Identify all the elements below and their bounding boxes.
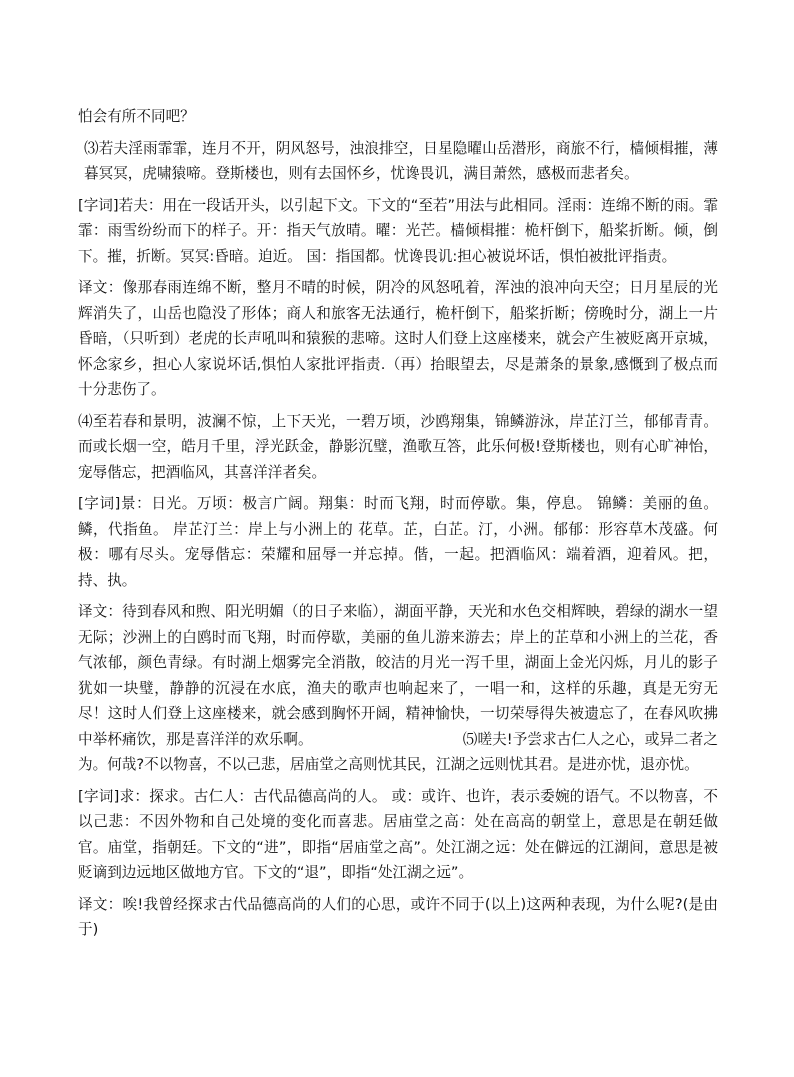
paragraph-translation-5: 译文：唉!我曾经探求古代品德高尚的人们的心思，或许不同于(以上)这两种表现，为什么呢?(是由于) [78, 895, 718, 938]
document-page [78, 104, 718, 949]
paragraph-translation-4 [78, 599, 718, 778]
paragraph-original-4: ⑷至若春和景明，波澜不惊，上下天光，一碧万顷，沙鸥翔集，锦鳞游泳，岸芷汀兰，郁郁青青。而或长烟一空，皓月千里，浮光跃金，静影沉璧，渔歌互答，此乐何极!登斯楼也，则有心旷神怡，宠辱偕忘，把酒临风，其喜洋洋者矣。 [78, 412, 718, 481]
translation-4-text: 译文：待到春风和煦、阳光明媚（的日子来临），湖面平静，天光和水色交相辉映，碧绿的湖水一望无际；沙洲上的白鸥时而飞翔，时而停歇，美丽的鱼儿游来游去；岸上的芷草和小洲上的兰花，香气浓郁，颜色青绿。有时湖上烟雾完全消散，皎洁的月光一泻千里，湖面上金光闪烁，月儿的影子犹如一块璧，静静的沉浸在水底，渔夫的歌声也响起来了，一唱一和，这样的乐趣，真是无穷无尽！这时人们登上这座楼来，就会感到胸怀开阔，精神愉快，一切荣辱得失被遗忘了，在春风吹拂中举杯痛饮，那是喜洋洋的欢乐啊。 [78, 603, 718, 748]
paragraph-original-5: ⑸嗟夫!予尝求古仁人之心，或异二者之为。何哉?不以物喜，不以己悲，居庙堂之高则忧其民，江湖之远则忧其君。是进亦忧，退亦忧。 [78, 730, 718, 773]
paragraph-vocabulary-5: [字词]求：探求。古仁人：古代品德高尚的人。 或：或许、也许，表示委婉的语气。不以物喜，不以己悲：不因外物和自己处境的变化而喜悲。居庙堂之高：处在高高的朝堂上，意思是在朝廷做官。庙堂，指朝廷。下文的“进”，即指“居庙堂之高”。处江湖之远：处在僻远的江湖间，意思是被贬谪到边远地区做地方官。下文的“退”，即指“处江湖之远”。 [78, 787, 718, 881]
paragraph-original-3: ⑶若夫淫雨霏霏，连月不开，阴风怒号，浊浪排空，日星隐曜山岳潜形，商旅不行，樯倾楫摧，薄暮冥冥，虎啸猿啼。登斯楼也，则有去国怀乡，忧谗畏讥，满目萧然，感极而悲者矣。 [84, 139, 718, 182]
paragraph-vocabulary-4: [字词]景：日光。万顷：极言广阔。翔集：时而飞翔，时而停歇。集，停息。 锦鳞：美丽的鱼。鳞，代指鱼。 岸芷汀兰：岸上与小洲上的 花草。芷，白芷。汀，小洲。郁郁：形容草木茂盛。何极：哪有尽头。宠辱偕忘：荣耀和屈辱一并忘掉。偕，一起。把酒临风：端着酒，迎着风。把，持、执。 [78, 495, 718, 589]
paragraph-intro: 怕会有所不同吧？ [78, 108, 195, 125]
paragraph-translation-3: 译文：像那春雨连绵不断，整月不晴的时候，阴冷的风怒吼着，浑浊的浪冲向天空；日月星辰的光辉消失了，山岳也隐没了形体；商人和旅客无法通行，桅杆倒下，船桨折断；傍晚时分，湖上一片昏暗，（只听到）老虎的长声吼叫和猿猴的悲啼。这时人们登上这座楼来，就会产生被贬离开京城，怀念家乡，担心人家说坏话,惧怕人家批评指责.（再）抬眼望去，尽是萧条的景象,感慨到了极点而十分悲伤了。 [78, 279, 718, 398]
paragraph-vocabulary-3: [字词]若夫：用在一段话开头，以引起下文。下文的“至若”用法与此相同。淫雨：连绵不断的雨。霏霏：雨雪纷纷而下的样子。开：指天气放晴。曜：光芒。樯倾楫摧：桅杆倒下，船桨折断。倾，倒下。摧，折断。冥冥:昏暗。迫近。 国：指国都。忧谗畏讥:担心被说坏话，惧怕被批评指责。 [78, 196, 718, 265]
